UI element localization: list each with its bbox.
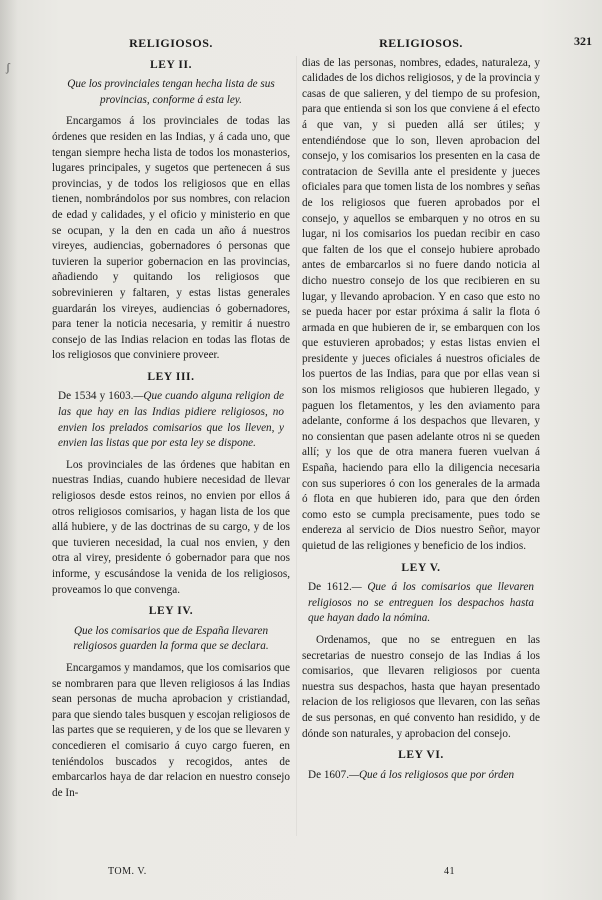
page-number: 321 bbox=[574, 34, 592, 48]
ley-2-heading: LEY II. bbox=[149, 58, 193, 71]
ley-3-heading: LEY III. bbox=[147, 370, 195, 383]
ley-5-summary-block bbox=[308, 580, 534, 627]
ley-6-heading: LEY VI. bbox=[398, 749, 444, 762]
column-gutter bbox=[296, 56, 297, 836]
ley-5-text: Ordenamos, que no se entreguen en las secretarias de nuestro consejo de las Indias á los comisarios, que llevaren religiosos por cuenta nuestra sus despachos, hasta que hayan presentado relacion de los religiosos que llevaren, con las señas de sus personas, en qué convento han residido, y de dónde son naturales, y aprobacion del consejo. bbox=[302, 633, 540, 740]
ley-5-heading: LEY V. bbox=[401, 561, 441, 574]
running-head-left: RELIGIOSOS. bbox=[129, 36, 213, 50]
ley-3-text: Los provinciales de las órdenes que habitan en nuestras Indias, cuando hubiere necesidad de llevar religiosos desde estos reinos, no envien por ellos á otros religiosos comisarios, y hagan lista de los que allá hubiere, y de las doctrinas de su cargo, y de los que tuvieren necesidad, la cual nos envien, y den otra al virey, presidente ó gobernador para que nos informe, y escusándose la venida de los religiosos, proveamos lo que convenga. bbox=[52, 458, 290, 596]
ley-2-text: Encargamos á los provinciales de todas las órdenes que residen en las Indias, y á cada uno, que tengan siempre hecha lista de todos los monasterios, lugares principales, y sugetos que pertenecen á sus provincias, y de todos los religiosos que en ellas tienen, nombrándolos por sus nombres, con relacion de edad y calidades, y el oficio y ministerio en que se ocupan, y la den en cada un año á nuestros vireyes, audiencias, gobernadores ó personas que tuvieren la superior gobernacion en las provincias, añadiendo y quitando los religiosos que sobrevinieren y faltaren, y estas listas generales guardarán los vireyes, audiencias ó gobernadores, para tener la noticia necesaria, y remitir á nuestro consejo de las Indias relacion en todas las flotas de los religiosos que conviniere proveer. bbox=[52, 115, 290, 362]
ley-5-date: De 1612. bbox=[308, 581, 352, 594]
right-column bbox=[302, 36, 540, 789]
footer-signature: 41 bbox=[444, 866, 455, 877]
ley-4-continuation: dias de las personas, nombres, edades, naturaleza, y calidades de los dichos religiosos, y de la provincia y casas de que salieren, y del tiempo de su profesion, para que entienda si son los que conviene á el efecto á que van, y si pueden allá ser útiles; y entendiéndose que lo son, lleven aprobacion del consejo, y los comisarios los presenten en la casa de contratacion de Sevilla ante el presidente y jueces oficiales para que tomen lista de los nombres y señas de los religiosos que fueren aprobados por el consejo, y aquellos se embarquen y no otros en su lugar, ni los comisarios los puedan recibir en caso que falten de los que el consejo hubiere aprobado antes de embarcarlos si no fuere dando noticia al dicho nuestro consejo de los que recibieren en su lugar, y llevando aprobacion. Y en caso que esto no se pueda hacer por estar próxima á salir la flota ó armada en que hubieren de ir, se embarquen con los que estuvieren aprobados; y estas listas envien el presidente y jueces oficiales á nuestros oficiales de los puertos de las Indias, para que por ellas vean si son los mismos religiosos que hubieren llegado, y paguen los fletamentos, y les den aviamento para adelante, conforme á los despachos que llevaren, y no consientan que pasen adelante otros ni se queden allí; y los que de otra manera fueren vuelvan á España, haciendo para ello la diligencia necesaria con sus superiores ó con los generales de la armada ó flota en que hubieren ido, para que den órden como esto se cumpla precisamente, pues todo se endereza al servicio de Dios nuestro Señor, mayor quietud de las religiones y beneficio de los indios. bbox=[302, 56, 540, 552]
ley-6-summary-block bbox=[308, 768, 534, 784]
running-head-right: RELIGIOSOS. bbox=[379, 36, 463, 50]
ley-5-summary: — Que á los comisarios que llevaren religiosos no se entreguen los despachos hasta que hayan dado la nómina. bbox=[308, 581, 534, 625]
ley-6-date: De 1607. bbox=[308, 768, 350, 781]
footer-volume: TOM. V. bbox=[108, 866, 147, 877]
margin-mark: ʃ bbox=[6, 60, 10, 74]
ley-3-summary-block bbox=[58, 389, 284, 451]
ley-6-summary: —Que á los religiosos que por órden bbox=[349, 768, 515, 781]
left-column bbox=[52, 36, 290, 807]
ley-4-summary: Que los comisarios que de España llevaren religiosos guarden la forma que se declara. bbox=[73, 624, 269, 653]
ley-4-text: Encargamos y mandamos, que los comisarios que se nombraren para que lleven religiosos á las Indias sean personas de mucha aprobacion y cristiandad, para que siendo tales busquen y escojan religiosos de las partes que se requieren, y de los que se llevaren y concedieren el comisario á cuyo cargo fueren, en teniéndolos buscados y recogidos, antes de embarcarlos haya de dar relacion en nuestro consejo de In- bbox=[52, 661, 290, 799]
ley-3-summary: —Que cuando alguna religion de las que hay en las Indias pidiere religiosos, no envien los prelados comisarios que los lleven, y envien las listas que por esta ley se dispone. bbox=[58, 390, 285, 450]
ley-4-heading: LEY IV. bbox=[148, 605, 194, 618]
ley-2-summary: Que los provinciales tengan hecha lista de sus provincias, conforme á esta ley. bbox=[67, 78, 275, 106]
ley-3-date: De 1534 y 1603. bbox=[58, 390, 134, 403]
